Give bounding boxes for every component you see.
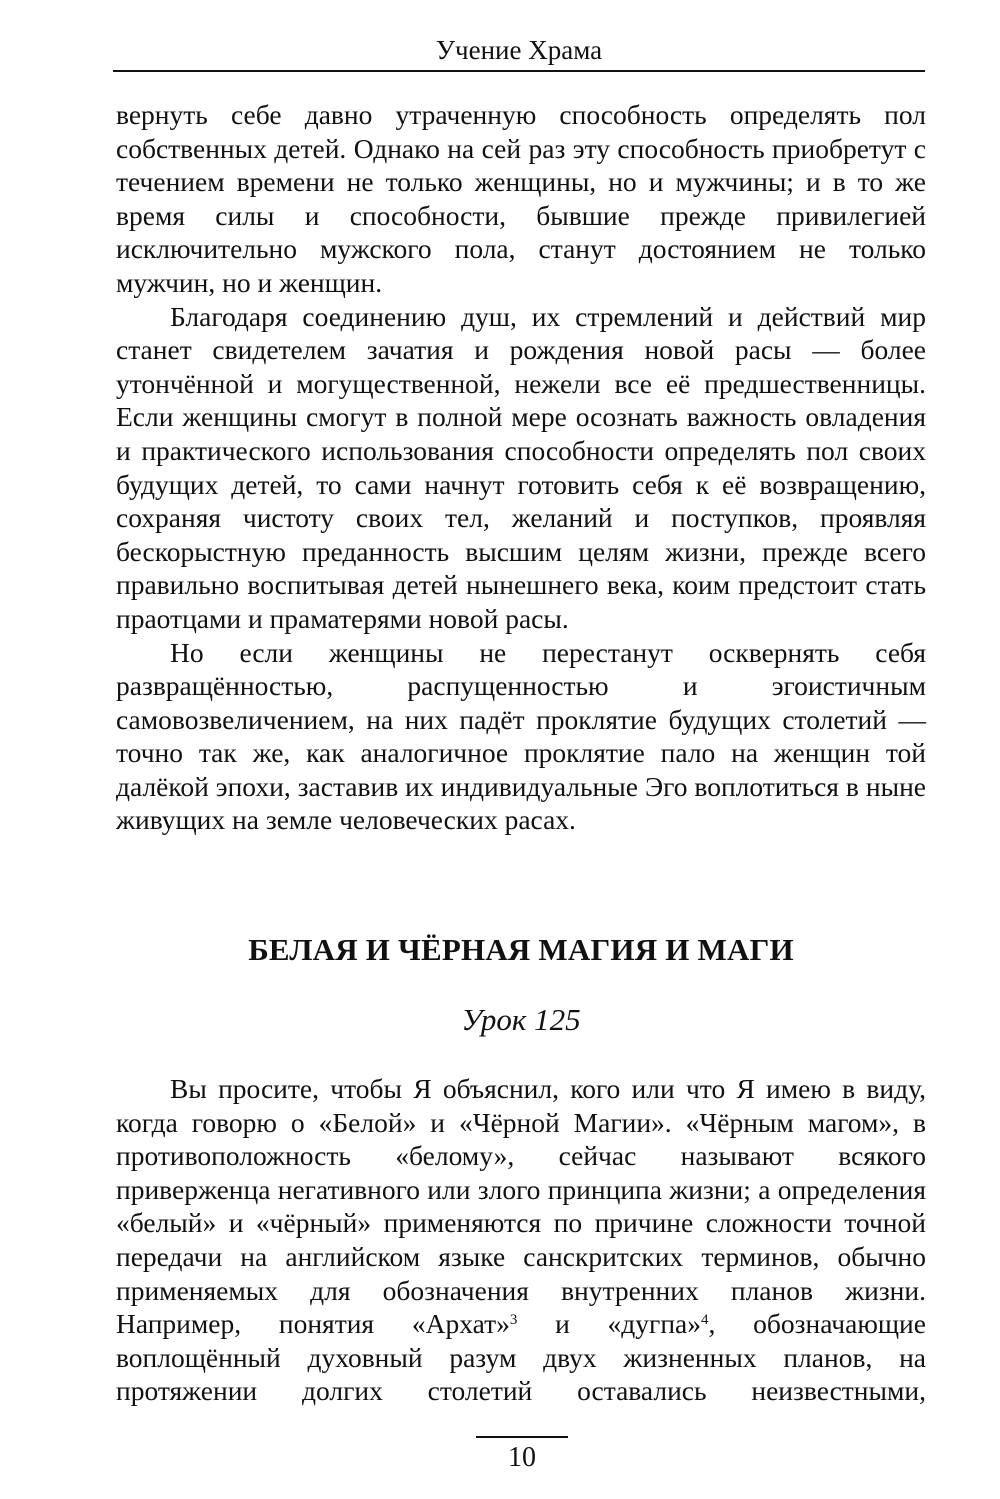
lesson-title: Урок 125: [461, 1002, 581, 1037]
footer-rule: [476, 1436, 568, 1438]
header-rule: [113, 70, 925, 72]
paragraph-continuation: вернуть себе давно утраченную способность определять пол собственных детей. Однако на сей раз эту способность приобретут с течением времени не только женщины, но и мужчины; и в то же время силы и способности, бывшие прежде привилегией исключительно мужского пола, станут достоянием не только мужчин, но и женщин.: [116, 99, 926, 298]
lesson-paragraph: [116, 1072, 926, 1408]
lesson-text-part-1: Вы просите, чтобы Я объяснил, кого или что Я имею в виду, когда говорю о «Белой» и «Чёрной Магии». «Чёрным магом», в противоположность «белому», сейчас называют всякого приверженца негативного или злого принципа жизни; а определения «белый» и «чёрный» применяются по причине сложности точной передачи на английском языке санскритских терминов, обычно применяемых для обозначения внутренних планов жизни. Например, понятия «Архат»: [116, 1073, 926, 1340]
running-head: Учение Храма: [435, 35, 603, 65]
page-number: 10: [508, 1442, 536, 1473]
footnote-ref-3[interactable]: 3: [509, 1312, 518, 1329]
paragraph: Благодаря соединению душ, их стремлений и действий мир станет свидетелем зачатия и рождения новой расы — более утончённой и могущественной, нежели все её предшественницы. Если женщины смогут в полной мере осознать важность овладения и практического использования способности определять пол своих будущих детей, то сами начнут готовить себя к её возвращению, сохраняя чистоту своих тел, желаний и поступков, проявляя бескорыстную преданность высшим целям жизни, прежде всего правильно воспитывая детей нынешнего века, коим предстоит стать праотцами и праматерями новой расы.: [116, 300, 926, 634]
lesson-text-part-3: , обозначающие воплощённый духовный разум двух жизненных планов, на протяжении долгих столетий оставались неизвестными,: [116, 1308, 926, 1407]
section-heading: БЕЛАЯ И ЧЁРНАЯ МАГИЯ И МАГИ: [248, 932, 794, 967]
footnote-ref-4[interactable]: 4: [701, 1312, 709, 1329]
lesson-text-part-2: и «дугпа»: [517, 1308, 701, 1340]
lesson-text: [116, 1072, 926, 1408]
body-text: [116, 98, 926, 837]
paragraph: Но если женщины не перестанут осквернять себя развращённостью, распущенностью и эгоистичным самовозвеличением, на них падёт проклятие будущих столетий — точно так же, как аналогичное проклятие пало на женщин той далёкой эпохи, заставив их индивидуальные Эго воплотиться в ныне живущих на земле человеческих расах.: [116, 636, 926, 836]
